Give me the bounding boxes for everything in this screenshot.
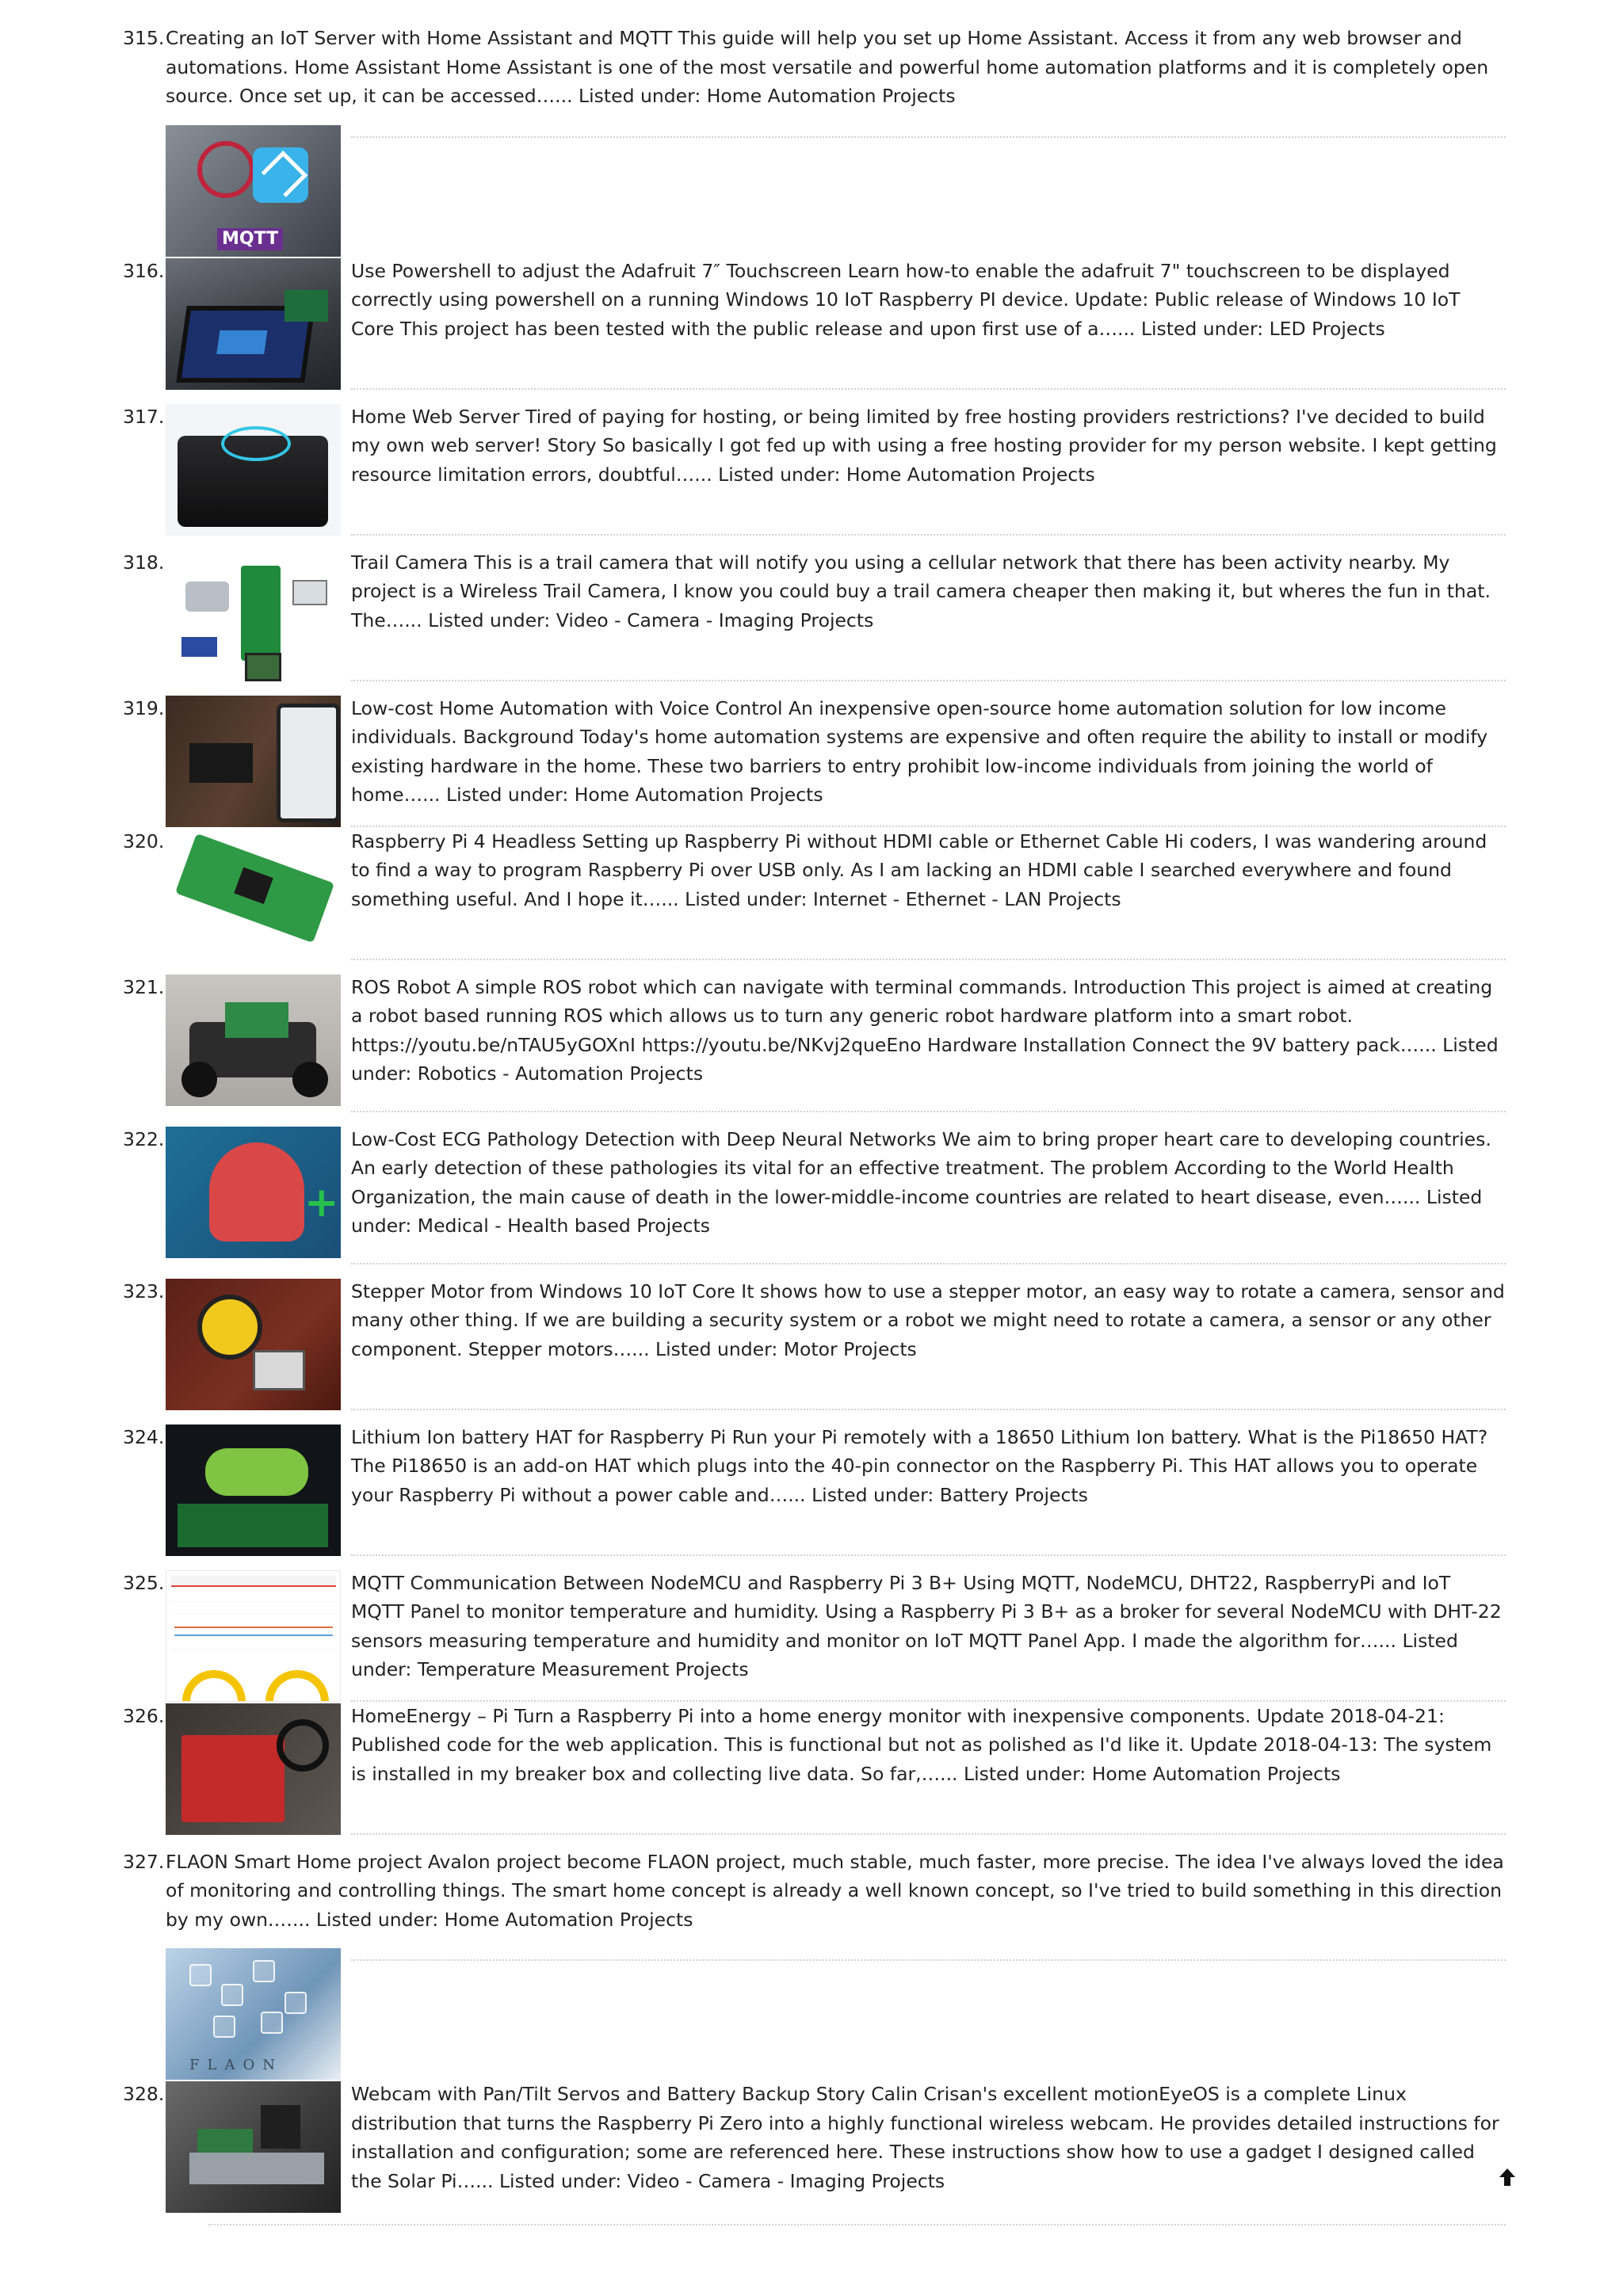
item-description[interactable]: FLAON Smart Home project Avalon project become FLAON project, much stable, much faster, more precise. The idea I've always loved the idea of monitoring and controlling things. The smart home concept is already a well known concept, so I've tried to build something in this direction by my own.…... Listed under: Home Automation Projects bbox=[166, 1850, 1504, 1931]
back-to-top-button[interactable] bbox=[1497, 2168, 1518, 2190]
item-number: 315. bbox=[123, 27, 165, 49]
list-item bbox=[123, 973, 1506, 1112]
item-number: 324. bbox=[123, 1425, 165, 1448]
list-item bbox=[123, 24, 1506, 257]
item-description[interactable]: Raspberry Pi 4 Headless Setting up Raspberry Pi without HDMI cable or Ethernet Cable Hi coders, I was wandering around to find a way to program Raspberry Pi over USB only. As I am lacking an HDMI cable I searched everywhere and found something useful. And I hope it…... Listed under: Internet - Ethernet - LAN Projects bbox=[351, 827, 1506, 960]
list-item bbox=[123, 2080, 1506, 2225]
item-number: 326. bbox=[123, 1704, 165, 1727]
item-description[interactable]: ROS Robot A simple ROS robot which can navigate with terminal commands. Introduction This project is aimed at creating a robot based running ROS which allows us to turn any generic robot hardware platform into a smart robot. https://youtu.be/nTAU5yGOXnI https://youtu.be/NKvj2queEno Hardware Installation Connect the 9V battery pack…... Listed under: Robotics - Automation Projects bbox=[351, 973, 1506, 1112]
item-thumbnail[interactable] bbox=[166, 1279, 341, 1410]
item-description[interactable]: MQTT Communication Between NodeMCU and Raspberry Pi 3 B+ Using MQTT, NodeMCU, DHT22, RaspberryPi and IoT MQTT Panel to monitor temperature and humidity. Using a Raspberry Pi 3 B+ as a broker for several NodeMCU with DHT-22 sensors measuring temperature and humidity and monitor on IoT MQTT Panel App. I made the algorithm for…... Listed under: Temperature Measurement Projects bbox=[351, 1569, 1506, 1702]
item-description[interactable]: Use Powershell to adjust the Adafruit 7″ Touchscreen Learn how-to enable the adafruit 7" touchscreen to be displayed correctly using powershell on a running Windows 10 IoT Raspberry PI device. Update: Public release of Windows 10 IoT Core This project has been tested with the public release and upon first use of a…... Listed under: LED Projects bbox=[351, 257, 1506, 390]
item-thumbnail[interactable]: + bbox=[166, 1127, 341, 1258]
item-thumbnail[interactable] bbox=[166, 1425, 341, 1556]
list-item bbox=[123, 1569, 1506, 1702]
item-description[interactable]: Trail Camera This is a trail camera that will notify you using a cellular network that there has been activity nearby. My project is a Wireless Trail Camera, I know you could buy a trail camera cheaper then making it, but wheres the fun in that. The…... Listed under: Video - Camera - Imaging Projects bbox=[351, 548, 1506, 681]
item-thumbnail[interactable] bbox=[166, 974, 341, 1106]
list-item bbox=[123, 694, 1506, 827]
list-item bbox=[123, 1848, 1506, 2081]
item-description[interactable]: Webcam with Pan/Tilt Servos and Battery Backup Story Calin Crisan's excellent motionEyeOS is a complete Linux distribution that turns the Raspberry Pi Zero into a highly functional wireless webcam. He provides detailed instructions for installation and configuration; some are referenced here. These instructions show how to use a gadget I designed called the Solar Pi…... Listed under: Video - Camera - Imaging Projects bbox=[351, 2083, 1499, 2192]
item-description[interactable]: Home Web Server Tired of paying for hosting, or being limited by free hosting providers restrictions? I've decided to build my own web server! Story So basically I got fed up with using a free hosting provider for my person website. I kept getting resource limitation errors, doubtful…... Listed under: Home Automation Projects bbox=[351, 402, 1506, 536]
item-number: 321. bbox=[123, 975, 165, 998]
item-description[interactable]: Creating an IoT Server with Home Assistant and MQTT This guide will help you set up Home Assistant. Access it from any web browser and automations. Home Assistant Home Assistant is one of the most versatile and powerful home automation platforms and it is completely open source. Once set up, it can be accessed…... Listed under: Home Automation Projects bbox=[166, 27, 1489, 107]
item-thumbnail[interactable] bbox=[166, 1570, 341, 1702]
item-thumbnail[interactable] bbox=[166, 404, 341, 536]
item-number: 319. bbox=[123, 696, 165, 719]
item-separator bbox=[351, 124, 1506, 138]
item-description[interactable]: Stepper Motor from Windows 10 IoT Core It shows how to use a stepper motor, an easy way to rotate a camera, sensor and many other thing. If we are building a security system or a robot we might need to rotate a camera, a sensor or any other component. Stepper motors…... Listed under: Motor Projects bbox=[351, 1277, 1506, 1410]
item-thumbnail[interactable] bbox=[166, 258, 341, 390]
list-item bbox=[123, 827, 1506, 960]
list-item bbox=[123, 1277, 1506, 1410]
list-item bbox=[123, 1125, 1506, 1264]
item-number: 322. bbox=[123, 1127, 165, 1150]
item-number: 316. bbox=[123, 259, 165, 282]
item-number: 328. bbox=[123, 2083, 165, 2105]
item-thumbnail[interactable] bbox=[166, 696, 341, 827]
arrow-up-icon bbox=[1499, 2168, 1516, 2187]
item-number: 323. bbox=[123, 1280, 165, 1302]
item-number: 325. bbox=[123, 1571, 165, 1594]
thumbnail-caption: FLAON bbox=[189, 2057, 283, 2073]
item-thumbnail[interactable] bbox=[166, 550, 341, 681]
item-thumbnail[interactable] bbox=[166, 829, 341, 960]
item-thumbnail[interactable] bbox=[166, 1703, 341, 1835]
item-description[interactable]: Low-Cost ECG Pathology Detection with Deep Neural Networks We aim to bring proper heart care to developing countries. An early detection of these pathologies its vital for an effective treatment. The problem According to the World Health Organization, the main cause of death in the lower-middle-income countries are related to heart disease, even…... Listed under: Medical - Health based Projects bbox=[351, 1125, 1506, 1264]
list-item bbox=[123, 1702, 1506, 1835]
list-item bbox=[123, 1423, 1506, 1556]
item-separator bbox=[351, 1947, 1506, 1961]
item-number: 327. bbox=[123, 1850, 165, 1873]
project-list bbox=[123, 24, 1506, 2225]
thumbnail-caption: MQTT bbox=[217, 228, 283, 250]
item-description[interactable]: HomeEnergy – Pi Turn a Raspberry Pi into a home energy monitor with inexpensive components. Update 2018-04-21: Published code for the web application. This is functional but not as polished as I'd like it. Update 2018-04-13: The system is installed in my breaker box and collecting live data. So far,…... Listed under: Home Automation Projects bbox=[351, 1702, 1506, 1835]
item-thumbnail[interactable] bbox=[166, 125, 341, 257]
item-thumbnail[interactable] bbox=[166, 2081, 341, 2213]
item-description[interactable]: Lithium Ion battery HAT for Raspberry Pi Run your Pi remotely with a 18650 Lithium Ion battery. What is the Pi18650 HAT? The Pi18650 is an add-on HAT which plugs into the 40-pin connector on the Raspberry Pi. This HAT allows you to operate your Raspberry Pi without a power cable and…... Listed under: Battery Projects bbox=[351, 1423, 1506, 1556]
item-number: 320. bbox=[123, 830, 165, 852]
item-description[interactable]: Low-cost Home Automation with Voice Control An inexpensive open-source home automation solution for low income individuals. Background Today's home automation systems are expensive and often require the ability to install or modify existing hardware in the home. These two barriers to entry prohibit low-income individuals from joining the world of home…... Listed under: Home Automation Projects bbox=[351, 694, 1506, 827]
item-thumbnail[interactable] bbox=[166, 1948, 341, 2080]
list-item bbox=[123, 257, 1506, 390]
list-item bbox=[123, 548, 1506, 681]
item-number: 317. bbox=[123, 405, 165, 428]
item-number: 318. bbox=[123, 551, 165, 574]
item-separator bbox=[208, 2213, 1506, 2225]
list-item bbox=[123, 402, 1506, 536]
